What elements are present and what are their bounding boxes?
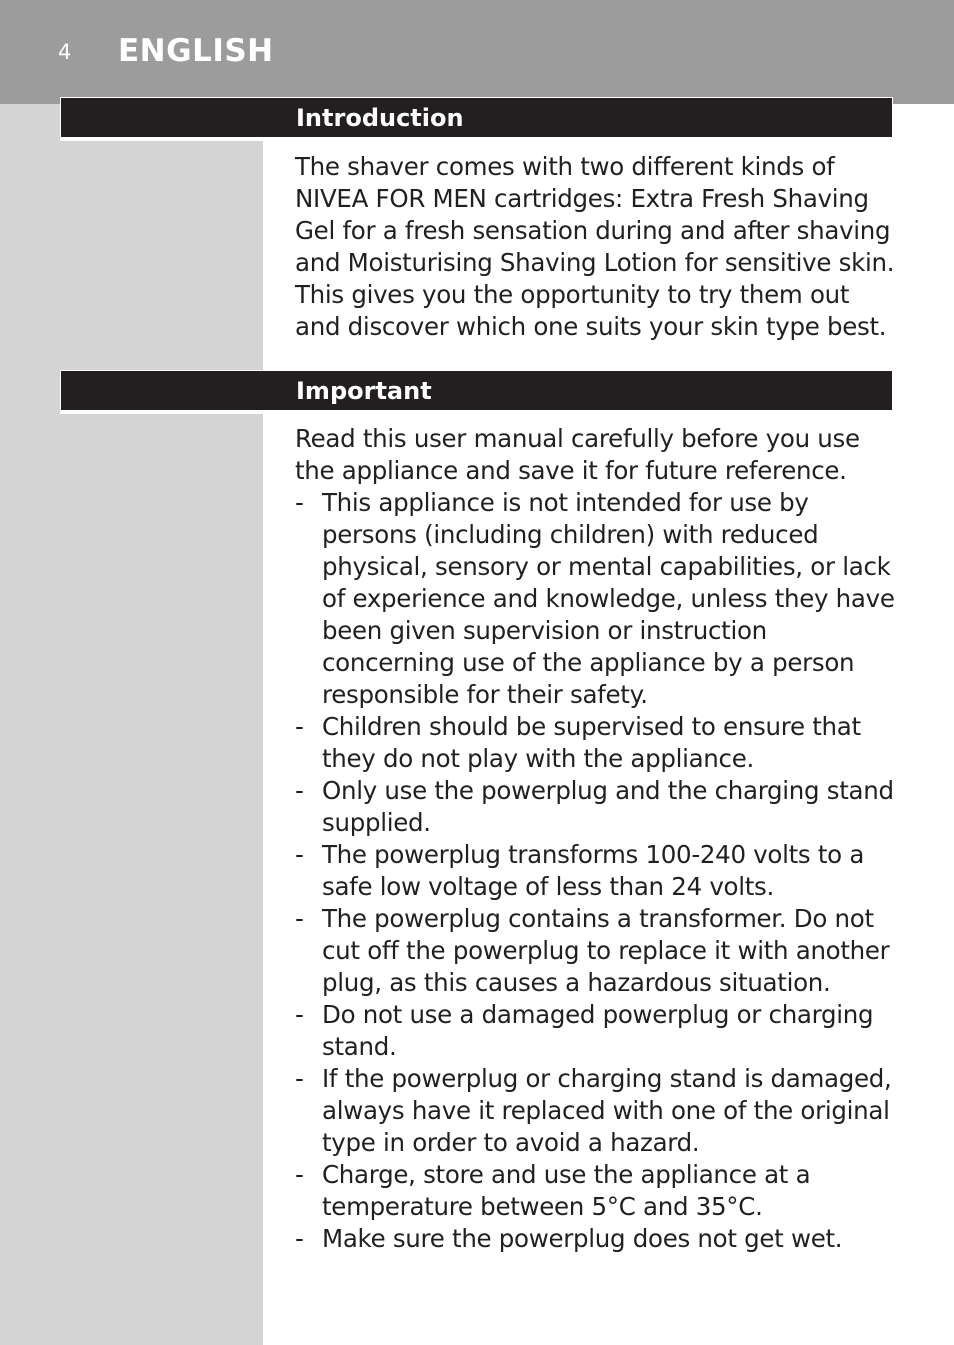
list-item	[295, 775, 895, 839]
section-bar-important	[60, 370, 893, 411]
list-item	[295, 903, 895, 999]
bullet-dash: -	[295, 488, 304, 517]
bullet-dash: -	[295, 1064, 304, 1093]
bullet-dash: -	[295, 1224, 304, 1253]
list-item-text: The powerplug transforms 100-240 volts to a safe low voltage of less than 24 volts.	[322, 840, 865, 901]
introduction-paragraph: The shaver comes with two different kinds of NIVEA FOR MEN cartridges: Extra Fresh Shaving Gel for a fresh sensation during and after shaving and Moisturising Shaving Lotion for sensitive skin. This gives you the opportunity to try them out and discover which one suits your skin type best.	[295, 152, 895, 341]
safety-warnings-list	[295, 487, 895, 1255]
list-item-text: Charge, store and use the appliance at a temperature between 5°C and 35°C.	[322, 1160, 811, 1221]
bullet-dash: -	[295, 840, 304, 869]
bullet-dash: -	[295, 1000, 304, 1029]
list-item-text: Only use the powerplug and the charging stand supplied.	[322, 776, 894, 837]
list-item-text: This appliance is not intended for use by persons (including children) with reduced physical, sensory or mental capabilities, or lack of experience and knowledge, unless they have been given supervision or instruction concerning use of the appliance by a person responsible for their safety.	[322, 488, 895, 709]
left-margin-column	[0, 104, 263, 1345]
divider	[60, 411, 263, 414]
section-title-important: Important	[296, 377, 432, 405]
list-item-text: The powerplug contains a transformer. Do not cut off the powerplug to replace it with another plug, as this causes a hazardous situation.	[322, 904, 890, 997]
language-title: ENGLISH	[118, 33, 274, 69]
section-title-introduction: Introduction	[296, 104, 464, 132]
list-item-text: Make sure the powerplug does not get wet.	[322, 1224, 843, 1253]
list-item	[295, 487, 895, 711]
bullet-dash: -	[295, 1160, 304, 1189]
list-item-text: Children should be supervised to ensure that they do not play with the appliance.	[322, 712, 861, 773]
list-item	[295, 1063, 895, 1159]
header-band	[0, 0, 954, 104]
list-item	[295, 711, 895, 775]
list-item	[295, 999, 895, 1063]
bullet-dash: -	[295, 776, 304, 805]
list-item	[295, 839, 895, 903]
list-item-text: If the powerplug or charging stand is damaged, always have it replaced with one of the original type in order to avoid a hazard.	[322, 1064, 892, 1157]
list-item	[295, 1159, 895, 1223]
divider	[60, 138, 263, 141]
list-item	[295, 1223, 895, 1255]
section-bar-introduction	[60, 97, 893, 138]
page-number: 4	[58, 40, 72, 64]
list-item-text: Do not use a damaged powerplug or charging stand.	[322, 1000, 874, 1061]
bullet-dash: -	[295, 904, 304, 933]
important-intro-paragraph: Read this user manual carefully before you use the appliance and save it for future reference.	[295, 424, 860, 485]
bullet-dash: -	[295, 712, 304, 741]
